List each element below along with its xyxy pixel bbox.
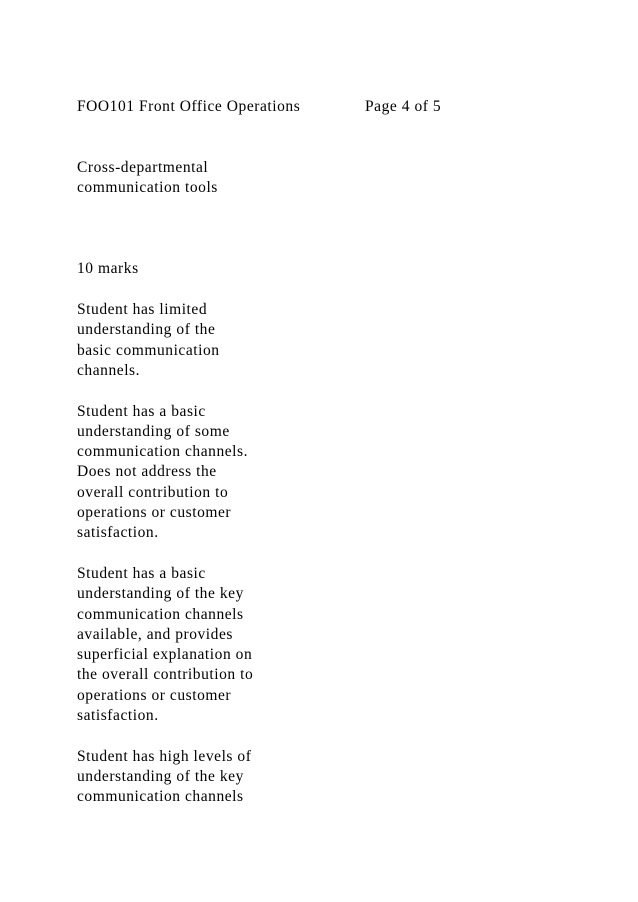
page-header	[77, 97, 557, 117]
page-number: Page 4 of 5	[365, 98, 442, 115]
marks-value: 10 marks	[77, 260, 139, 278]
rubric-level-1: Student has limited understanding of the basic communication channels.	[77, 301, 220, 379]
rubric-level-4: Student has high levels of understanding of the key communication channels	[77, 747, 252, 806]
course-title: FOO101 Front Office Operations	[77, 98, 301, 115]
rubric-level-3: Student has a basic understanding of the key communication channels available, and provides superficial explanation on the overall contribution to operations or customer satisfaction.	[77, 564, 254, 725]
criterion-title: Cross-departmental communication tools	[77, 159, 218, 197]
rubric-content	[77, 158, 377, 828]
rubric-level-2: Student has a basic understanding of some communication channels. Does not address the overall contribution to operations or customer satisfaction.	[77, 402, 249, 542]
